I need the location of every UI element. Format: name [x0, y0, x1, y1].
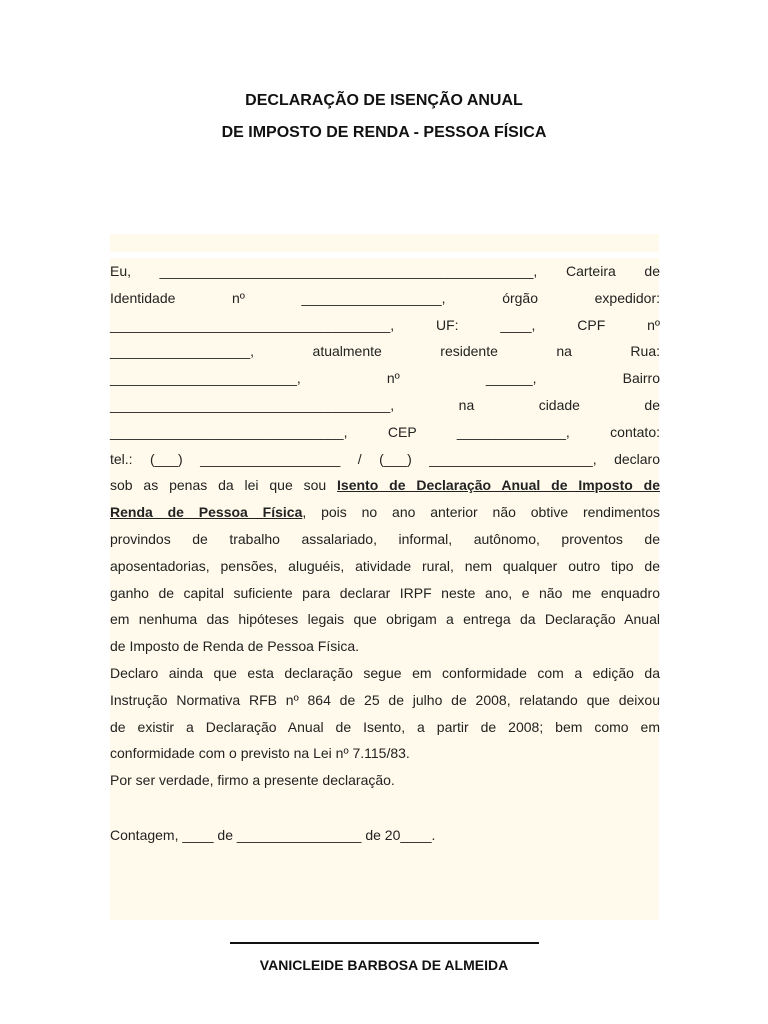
body-text: sob as penas da lei que sou	[110, 477, 338, 494]
body-line: ganho de capital suficiente para declarar IRPF neste ano, e não me enquadro	[110, 584, 660, 601]
body-line: ________________________, nº ______, Bairro	[110, 370, 660, 387]
body-line: Instrução Normativa RFB nº 864 de 25 de julho de 2008, relatando que deixou	[110, 691, 660, 708]
spacer	[110, 794, 660, 822]
body-line: provindos de trabalho assalariado, informal, autônomo, proventos de	[110, 530, 660, 547]
body-line: conformidade com o previsto na Lei nº 7.115/83.	[110, 745, 410, 762]
body-line: ______________________________, CEP ______________, contato:	[110, 423, 660, 440]
body-line: Identidade nº __________________, órgão expedidor:	[110, 289, 660, 306]
isento-emphasis: Renda de Pessoa Física	[110, 504, 303, 521]
declaration-body	[110, 258, 660, 849]
body-line: em nenhuma das hipóteses legais que obrigam a entrega da Declaração Anual	[110, 611, 660, 628]
body-line: de existir a Declaração Anual de Isento, a partir de 2008; bem como em	[110, 718, 660, 735]
document-title-line-2: DE IMPOSTO DE RENDA - PESSOA FÍSICA	[221, 124, 547, 141]
body-line: ____________________________________, UF: ____, CPF nº	[110, 316, 660, 333]
date-line: Contagem, ____ de ________________ de 20____.	[110, 826, 436, 843]
closing-line: Por ser verdade, firmo a presente declaração.	[110, 772, 395, 789]
body-line: tel.: (___) __________________ / (___) _____________________, declaro	[110, 450, 660, 467]
body-text: , pois no ano anterior não obtive rendimentos	[302, 504, 660, 521]
body-line: de Imposto de Renda de Pessoa Física.	[110, 638, 360, 655]
body-line: Eu, ________________________________________________, Carteira de	[110, 263, 660, 279]
body-line: aposentadorias, pensões, aluguéis, atividade rural, nem qualquer outro tipo de	[110, 557, 660, 574]
document-title-line-1: DECLARAÇÃO DE ISENÇÃO ANUAL	[245, 92, 523, 109]
isento-emphasis: Isento de Declaração Anual de Imposto de	[337, 477, 660, 494]
body-line	[110, 472, 660, 499]
body-line: Declaro ainda que esta declaração segue em conformidade com a edição da	[110, 664, 660, 681]
signature-line	[230, 942, 539, 944]
body-line	[110, 499, 660, 526]
body-line: ____________________________________, na cidade de	[110, 396, 660, 413]
body-line: __________________, atualmente residente na Rua:	[110, 343, 660, 360]
signatory-name: VANICLEIDE BARBOSA DE ALMEIDA	[259, 957, 509, 973]
